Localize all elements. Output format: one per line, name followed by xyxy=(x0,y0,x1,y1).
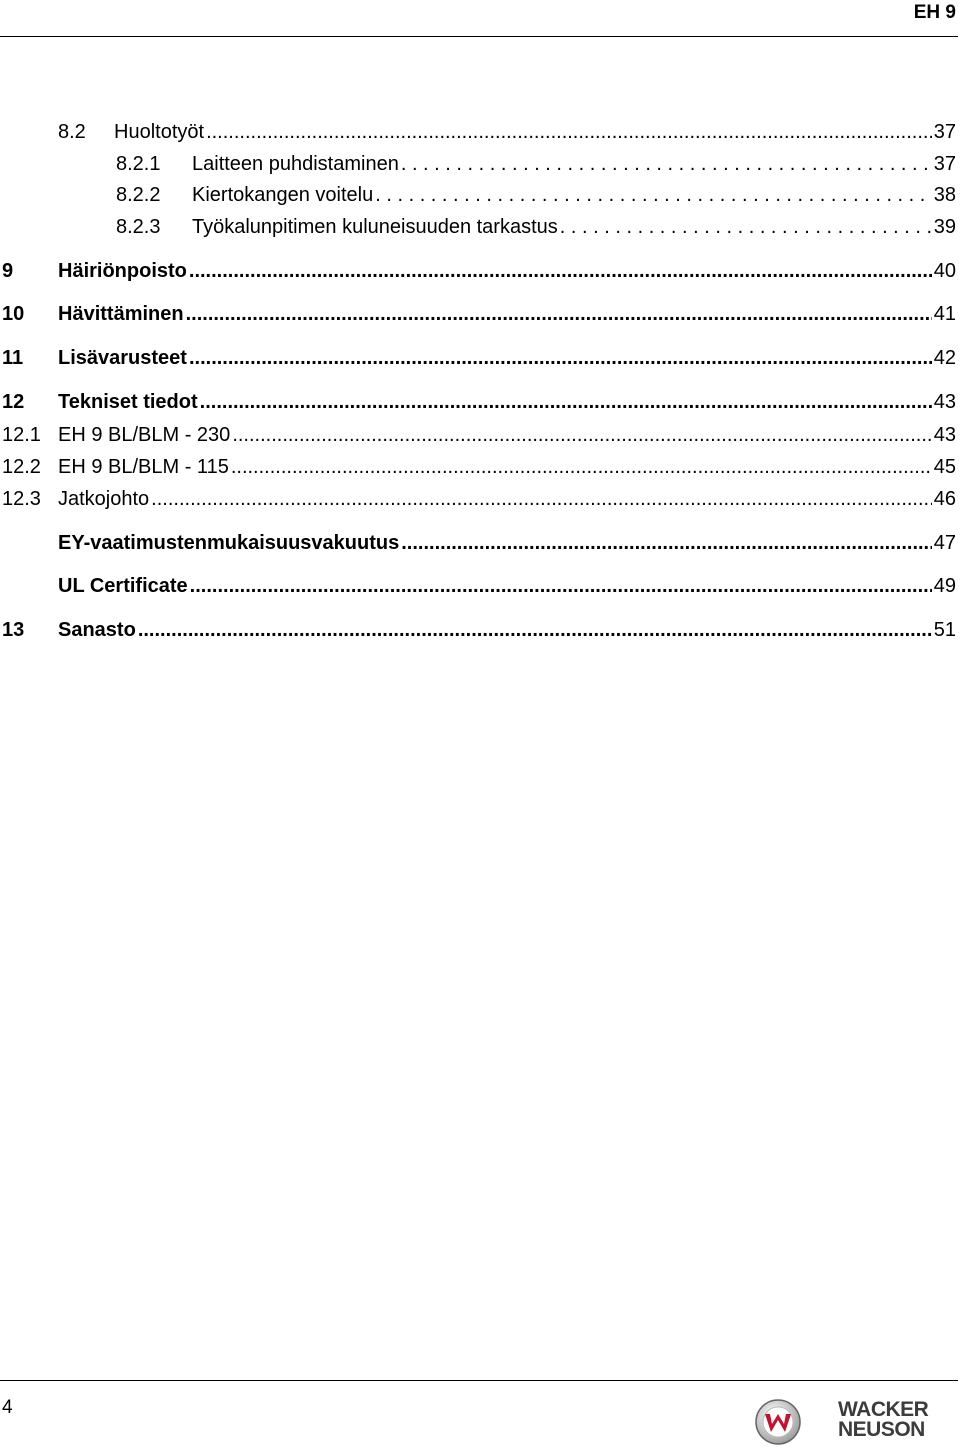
toc-entry-number: 8.2 xyxy=(58,121,86,143)
toc-entry-page: 38 xyxy=(933,184,956,206)
toc-entry-number: 8.2.1 xyxy=(116,153,161,175)
toc-entry[interactable] xyxy=(2,389,956,415)
toc-entry-page: 39 xyxy=(933,216,956,238)
dot-leader xyxy=(190,573,932,599)
toc-entry-page: 37 xyxy=(933,153,956,175)
toc-entry-number: 12.1 xyxy=(2,424,41,446)
toc-entry[interactable] xyxy=(58,119,956,145)
toc-entry-page: 43 xyxy=(933,391,956,413)
toc-entry-page: 47 xyxy=(933,532,956,554)
toc-entry-number: 12.3 xyxy=(2,488,41,510)
dot-leader xyxy=(231,454,932,480)
toc-entry-page: 40 xyxy=(933,260,956,282)
toc-entry-title: Sanasto xyxy=(58,619,136,641)
toc-entry-title: EY-vaatimustenmukaisuusvakuutus xyxy=(58,532,400,554)
toc-entry-page: 51 xyxy=(933,619,956,641)
dot-leader xyxy=(401,530,932,556)
logo-emblem-icon xyxy=(752,1396,804,1446)
toc-entry-page: 45 xyxy=(933,456,956,478)
toc-entry[interactable] xyxy=(2,301,956,327)
dot-leader xyxy=(186,301,932,327)
page-number: 4 xyxy=(2,1397,13,1418)
dot-leader xyxy=(375,182,932,208)
dot-leader xyxy=(206,119,932,145)
dot-leader xyxy=(138,617,932,643)
dot-leader xyxy=(189,258,932,284)
toc-entry-title: EH 9 BL/BLM - 115 xyxy=(58,456,229,478)
toc-entry[interactable] xyxy=(2,345,956,371)
toc-entry-title: Huoltotyöt xyxy=(114,121,205,143)
toc-entry-title: Jatkojohto xyxy=(58,488,150,510)
dot-leader xyxy=(200,389,932,415)
toc-entry-number: 12.2 xyxy=(2,456,41,478)
toc-entry-title: UL Certificate xyxy=(58,575,188,597)
toc-entry[interactable] xyxy=(116,214,956,240)
dot-leader xyxy=(232,422,931,448)
toc-entry-title: Työkalunpitimen kuluneisuuden tarkastus xyxy=(192,216,558,238)
toc-entry-number: 13 xyxy=(2,619,25,641)
dot-leader xyxy=(189,345,932,371)
toc-entry-number: 8.2.3 xyxy=(116,216,161,238)
dot-leader xyxy=(560,214,932,240)
toc-entry-title: Tekniset tiedot xyxy=(58,391,198,413)
header-title: EH 9 xyxy=(913,2,956,23)
toc-entry-page: 42 xyxy=(933,347,956,369)
toc-entry-title: Häiriönpoisto xyxy=(58,260,187,282)
toc-entry-number: 12 xyxy=(2,391,25,413)
wacker-neuson-logo xyxy=(752,1396,958,1446)
footer-rule xyxy=(0,1380,958,1381)
toc-entry-page: 43 xyxy=(933,424,956,446)
header-rule xyxy=(0,36,958,37)
toc-entry[interactable] xyxy=(2,486,956,512)
toc-entry[interactable] xyxy=(2,617,956,643)
toc-entry-title: Lisävarusteet xyxy=(58,347,187,369)
toc-entry-number: 10 xyxy=(2,303,25,325)
toc-entry-number: 9 xyxy=(2,260,14,282)
toc-entry-title: Hävittäminen xyxy=(58,303,184,325)
toc-entry[interactable] xyxy=(2,573,956,599)
dot-leader xyxy=(151,486,932,512)
toc-entry-title: Kiertokangen voitelu xyxy=(192,184,374,206)
toc-entry-page: 37 xyxy=(933,121,956,143)
toc-entry[interactable] xyxy=(2,258,956,284)
toc-entry-number: 11 xyxy=(2,347,24,369)
toc-entry[interactable] xyxy=(116,151,956,177)
logo-wordmark xyxy=(838,1400,928,1440)
dot-leader xyxy=(401,151,932,177)
toc-entry-number: 8.2.2 xyxy=(116,184,161,206)
toc-entry-page: 46 xyxy=(933,488,956,510)
toc-entry-title: Laitteen puhdistaminen xyxy=(192,153,399,175)
logo-line-2: NEUSON xyxy=(838,1418,925,1441)
toc-entry-title: EH 9 BL/BLM - 230 xyxy=(58,424,231,446)
logo-line-1: WACKER xyxy=(838,1398,929,1421)
toc-entry[interactable] xyxy=(2,530,956,556)
toc-entry[interactable] xyxy=(2,454,956,480)
toc-entry[interactable] xyxy=(116,182,956,208)
toc-entry-page: 49 xyxy=(933,575,956,597)
toc-entry-page: 41 xyxy=(933,303,956,325)
toc-entry[interactable] xyxy=(2,422,956,448)
